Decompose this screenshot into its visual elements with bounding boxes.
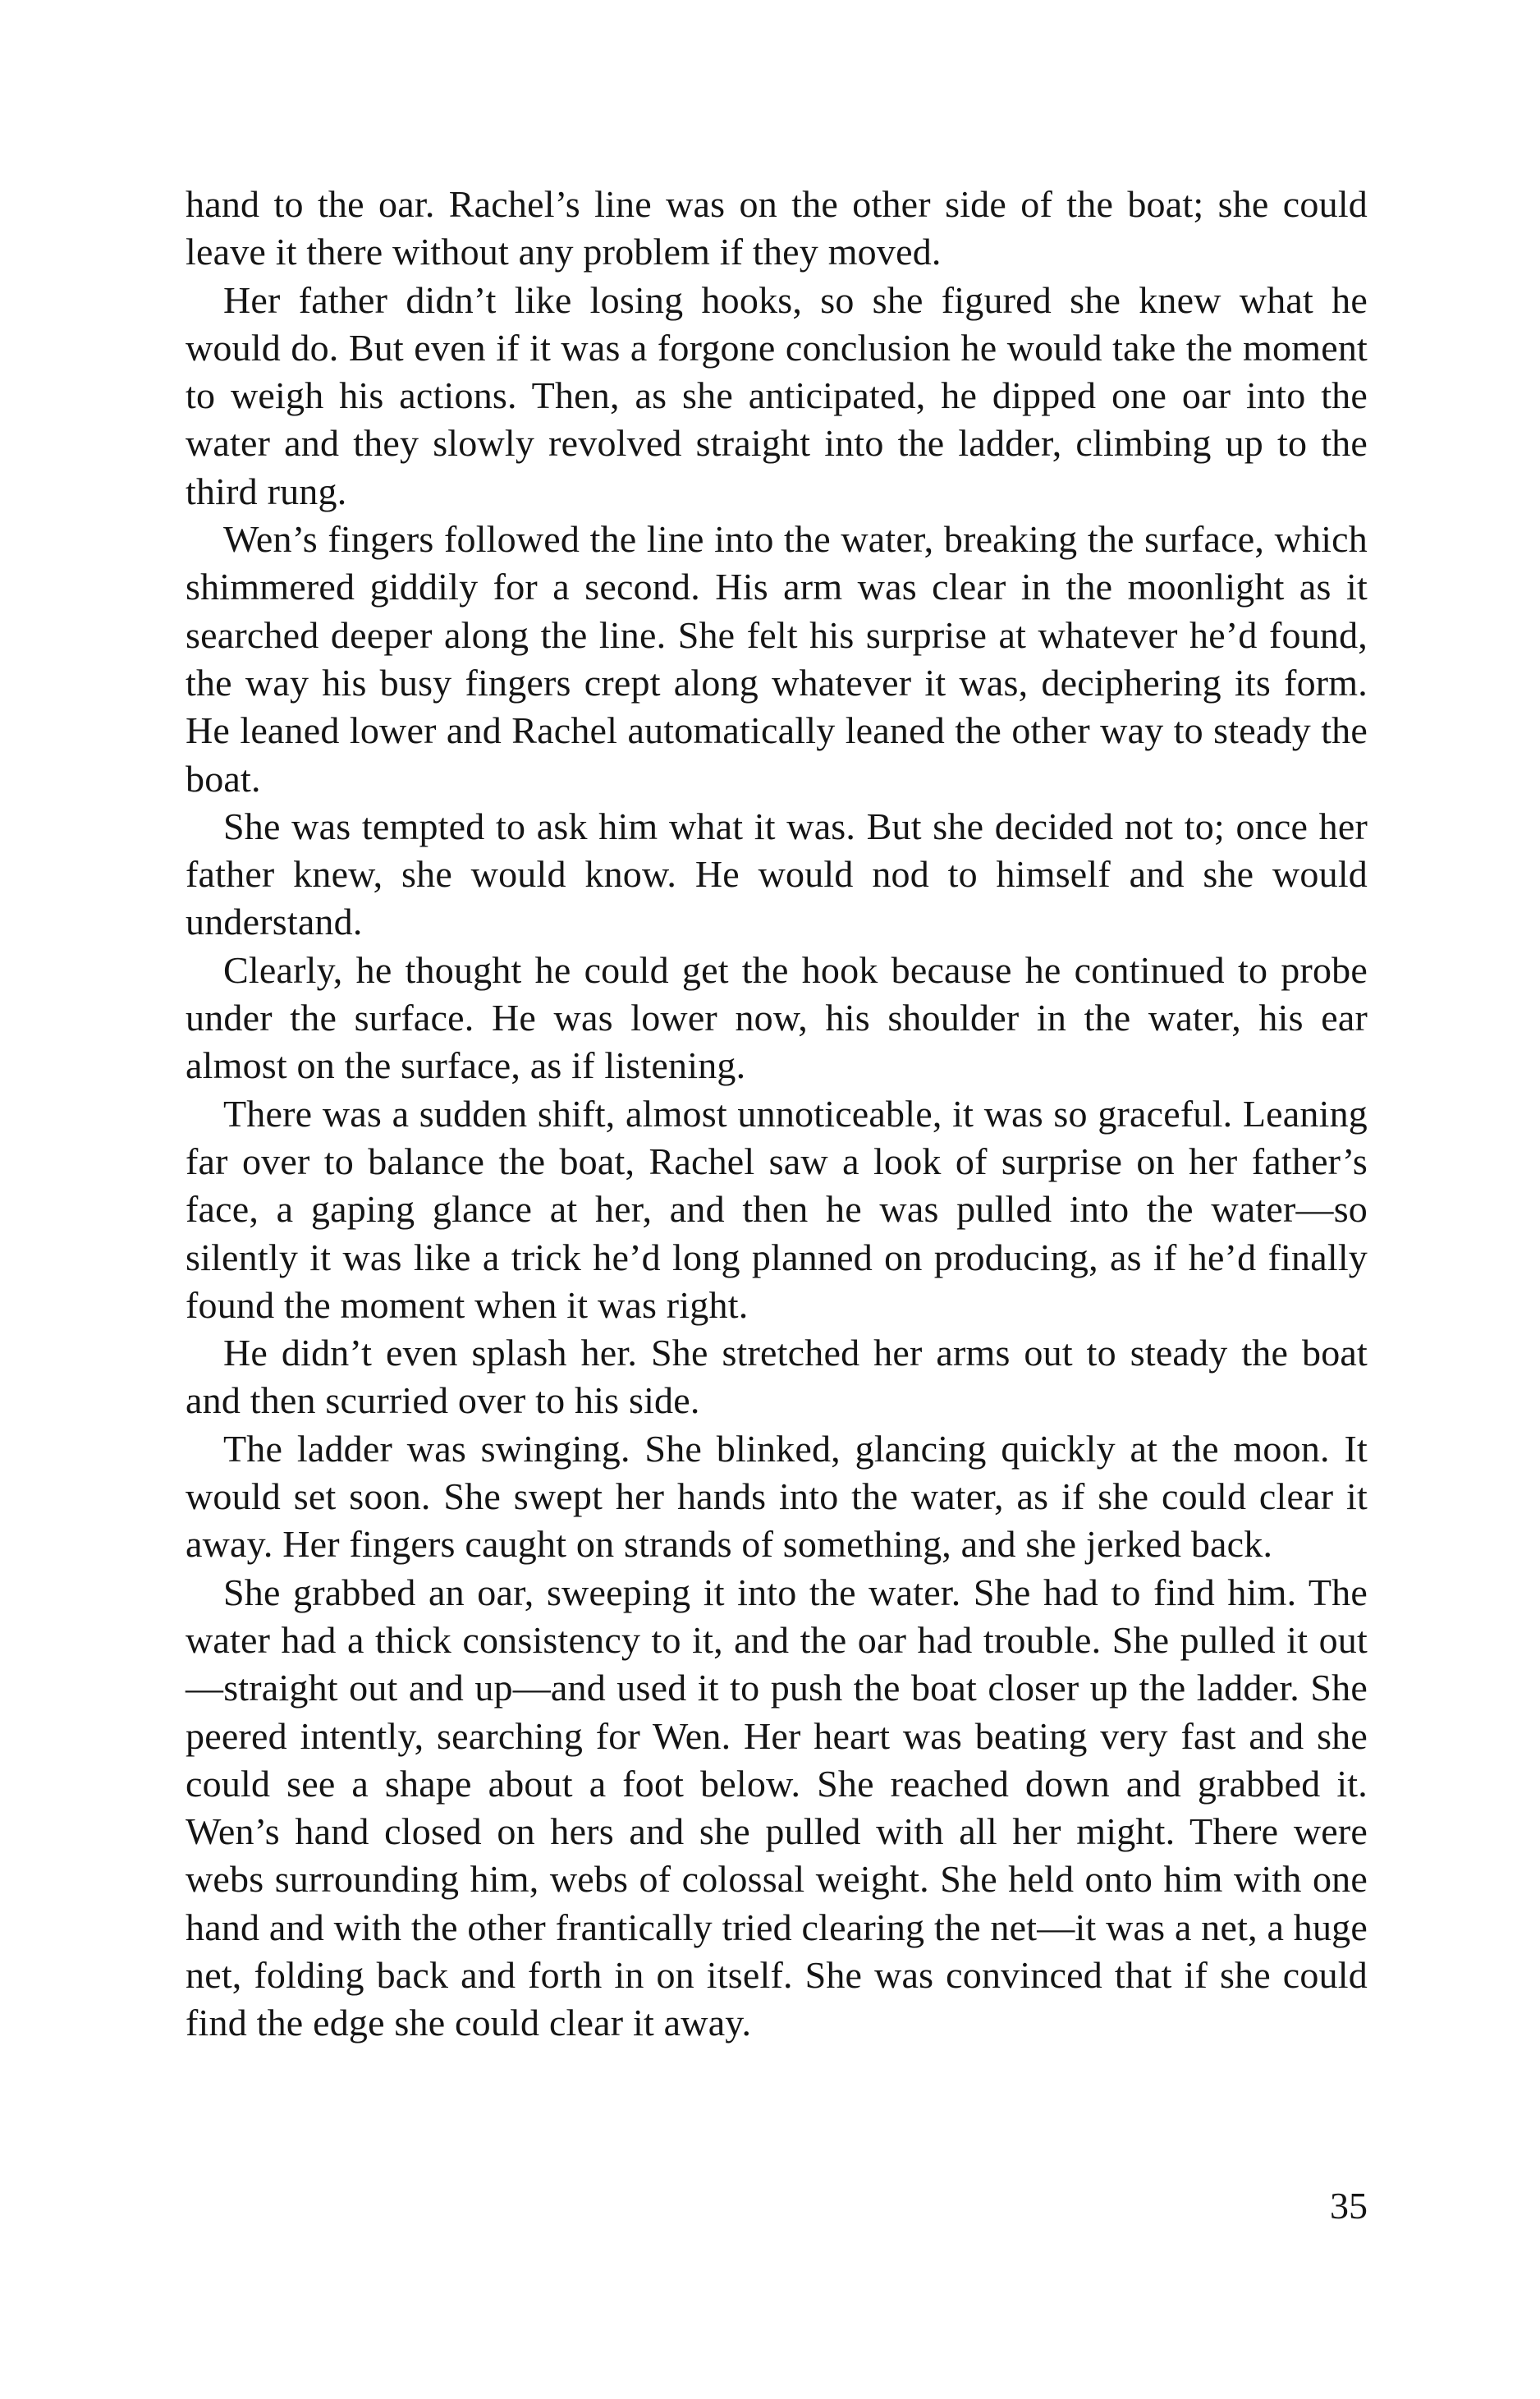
paragraph-5: Clearly, he thought he could get the hook because he continued to probe under the surface. He was lower now, his shoulder in the water, his ear almost on the surface, as if listening. [186,948,1368,1087]
paragraph-9: She grabbed an oar, sweeping it into the water. She had to find him. The water had a thick consistency to it, and the oar had trouble. She pulled it out—straight out and up—and used it to push the boat closer up the ladder. She peered intently, searching for Wen. Her heart was beating very fast and she could see a shape about a foot below. She reached down and grabbed it. Wen’s hand closed on hers and she pulled with all her might. There were webs surrounding him, webs of colossal weight. She held onto him with one hand and with the other frantically tried clearing the net—it was a net, a huge net, folding back and forth in on itself. She was convinced that if she could find the edge she could clear it away. [186,1571,1368,2044]
paragraph-1: hand to the oar. Rachel’s line was on the other side of the boat; she could leave it there without any problem if they moved. [186,183,1368,273]
paragraph-4: She was tempted to ask him what it was. But she decided not to; once her father knew, she would know. He would nod to himself and she would understand. [186,805,1368,943]
page-number: 35 [1330,2185,1368,2227]
paragraph-2: Her father didn’t like losing hooks, so she figured she knew what he would do. But even if it was a forgone conclusion he would take the moment to weigh his actions. Then, as she anticipated, he dipped one oar into the water and they slowly revolved straight into the ladder, climbing up to the third rung. [186,278,1368,512]
body-text [186,181,1368,2048]
paragraph-3: Wen’s fingers followed the line into the water, breaking the surface, which shimmered giddily for a second. His arm was clear in the moonlight as it searched deeper along the line. She felt his surprise at whatever he’d found, the way his busy fingers crept along whatever it was, deciphering its form. He leaned lower and Rachel automatically leaned the other way to steady the boat. [186,518,1368,800]
paragraph-7: He didn’t even splash her. She stretched her arms out to steady the boat and then scurried over to his side. [186,1332,1368,1422]
paragraph-6: There was a sudden shift, almost unnoticeable, it was so graceful. Leaning far over to balance the boat, Rachel saw a look of surprise on her father’s face, a gaping glance at her, and then he was pulled into the water—so silently it was like a trick he’d long planned on producing, as if he’d finally found the moment when it was right. [186,1092,1368,1326]
paragraph-8: The ladder was swinging. She blinked, glancing quickly at the moon. It would set soon. She swept her hands into the water, as if she could clear it away. Her fingers caught on strands of something, and she jerked back. [186,1427,1368,1566]
